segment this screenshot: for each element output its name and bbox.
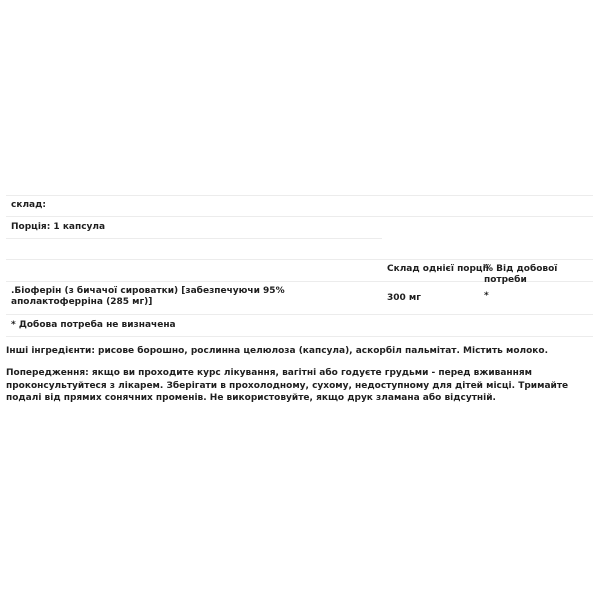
column-header-daily-value: % Від добової потреби (484, 264, 558, 285)
footnote-row (6, 315, 593, 336)
serving-size-row (6, 217, 593, 238)
supplement-facts-table (6, 195, 593, 337)
divider (6, 336, 593, 337)
warning-text: Попередження: якщо ви проходите курс лікування, вагітні або годуєте грудьми - перед вживанням проконсультуйтеся з лікарем. Зберігати в прохолодному, сухому, недоступному для дітей місці. Тримайте подалі від прямих сонячних променів. Не використовуйте, якщо друк зламана або відсутній. (6, 368, 569, 403)
column-header-amount: Склад однієї порції (387, 264, 489, 274)
table-header-row (6, 260, 593, 285)
ingredient-daily-value: * (484, 291, 489, 301)
other-ingredients: Інші інгредієнти: рисове борошно, рослинна целюлоза (капсула), аскорбіл пальмітат. Містить молоко. (6, 346, 549, 356)
table-row (6, 282, 593, 314)
ingredient-amount: 300 мг (387, 293, 421, 303)
serving-size: Порція: 1 капсула (11, 222, 106, 232)
footnote: * Добова потреба не визначена (11, 320, 176, 330)
facts-title: склад: (11, 200, 46, 210)
facts-title-row (6, 196, 593, 216)
spacer-row (6, 239, 593, 259)
ingredient-name: .Біоферін (з бичачої сироватки) [забезпечуючи 95% аполактоферріна (285 мг)] (11, 286, 285, 307)
